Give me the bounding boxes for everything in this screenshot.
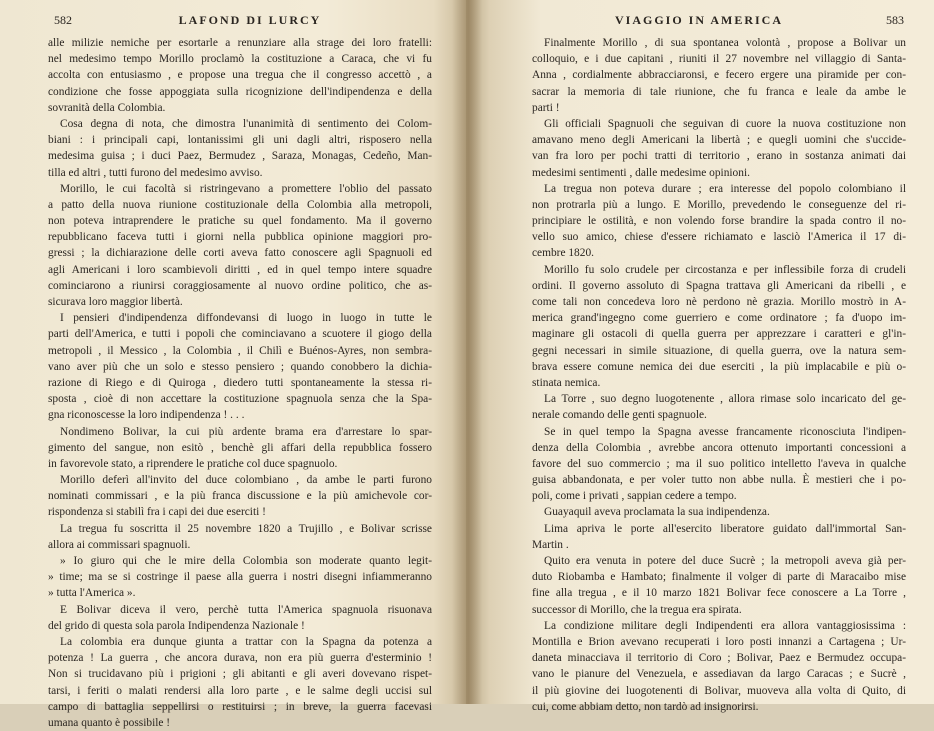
text-line: in favorevole stato, a riprendere le pratiche col duce spagnuolo. (48, 457, 338, 470)
text-line: Montilla e Brion avevano recuperati i loro posti innanzi a Cartagena ; Ur- (532, 635, 906, 648)
text-line: repubblicano faceva tutti i giorni nella pubblica opinione maggiori pro- (48, 231, 432, 244)
text-line: Morillo deferì all'invito del duce colombiano , da ambe le parti furono (60, 474, 432, 487)
text-line: condizione che fosse appoggiata sulla ricognizione dell'indipendenza e della (48, 85, 432, 98)
text-line: La tregua non poteva durare ; era interesse del popolo colombiano il (544, 182, 906, 195)
text-line: La condizione militare degli Indipendenti era allora vantaggiosissima : (544, 619, 906, 632)
text-line: amavano meno degli Americani la libertà ; e quegli uomini che s'uccide- (532, 134, 906, 147)
left-page-number: 582 (54, 13, 72, 27)
text-line: colloquio, e i due capitani , riuniti il 27 novembre nel villaggio di Santa- (532, 53, 906, 66)
right-page (466, 0, 934, 713)
right-page-number: 583 (886, 13, 904, 27)
text-line: cui, come abbiam detto, non tardò ad insignorirsi. (532, 700, 759, 713)
text-line: principiare le ostilità, e non volendo forse brandire la spada contro il no- (532, 215, 906, 228)
text-line: Finalmente Morillo , di sua spontanea volontà , propose a Bolivar un (544, 37, 906, 49)
text-line: La Torre , suo degno luogotenente , allora rimase solo incaricato del ge- (544, 393, 906, 406)
text-line: rispondenza si stabilì fra i capi dei due eserciti ! (48, 506, 266, 519)
text-line: allora ai commissari spagnuoli. (48, 538, 191, 551)
text-line: cembre 1820. (532, 247, 594, 260)
text-line: vano aver più che un solo e stesso pensiero ; quando conobbero la dichia- (48, 360, 432, 373)
text-line: tilla ed altri , tutti furono del medesimo avviso. (48, 166, 263, 179)
text-line: favore del suo commercio ; ma il suo politico intelletto l'aveva in qualche (532, 457, 906, 470)
text-line: umana quanto è possibile ! (48, 716, 171, 729)
text-line: alle milizie nemiche per esortarle a renunziare alla strage dei loro fratelli: (48, 37, 432, 49)
text-line: come tali non concedeva loro nè perdono nè grazia. Morillo mostrò in A- (532, 296, 906, 308)
text-line: non poteva intraprendere le pratiche su quel fondamento. Ma il governo (48, 215, 432, 228)
text-line: agli Americani i loro scambievoli diritti , ed in quel tempo intere squadre (48, 263, 432, 276)
left-page-header (48, 13, 432, 35)
text-line: il più giovine dei luogotenenti di Bolivar, muoveva alla volta di Quito, di (532, 684, 906, 697)
left-page (0, 0, 466, 729)
text-line: » tutta l'America ». (48, 587, 136, 600)
text-line: vello suo amico, chiese d'essere richiamato e lasciò l'America il 17 di- (532, 231, 906, 244)
book-gutter (452, 0, 482, 704)
text-line: guisa abbandonata, e per voler tutto non abbe nulla. È mestieri che i po- (532, 474, 906, 487)
text-line: poli, come i privati , sappian cedere a tempo. (532, 490, 737, 503)
text-line: cominciarono a riunirsi coraggiosamente al nuovo ordine politico, che as- (48, 279, 432, 292)
text-line: Non si trucidavano più i prigioni ; gli abitanti e gli averi dovevano rispet- (48, 668, 432, 681)
text-line: accolta con entusiasmo , e propose una tregua che il congresso accettò , a (48, 69, 432, 82)
text-line: merica grand'ingegno come guerriero e come ordinatore ; fa d'uopo im- (532, 312, 906, 325)
text-line: Cosa degna di nota, che dimostra l'unanimità di sentimento dei Colom- (60, 117, 432, 130)
text-line: non protrarla più a lungo. E Morillo, prevedendo le conseguenze del ri- (532, 198, 906, 211)
text-line: campo di battaglia seppellirsi o restituirsi ; in breve, la guerra facevasi (48, 700, 432, 713)
left-page-body (48, 35, 432, 731)
text-line: brava essere comune nemica dei due eserciti , la più implacabile e più o- (532, 360, 906, 373)
text-line: Nondimeno Bolivar, la cui più ardente brama era d'arrestare lo spar- (60, 425, 432, 438)
text-line: gimento del sangue, non esitò , benchè gli affari della repubblica fossero (48, 441, 432, 454)
text-line: Lima apriva le porte all'esercito liberatore guidato dall'immortal San- (544, 522, 906, 535)
text-line: I pensieri d'indipendenza diffondevansi di luogo in luogo in tutte le (60, 312, 432, 325)
text-line: metropoli , il Messico , la Colombia , il Chilì e Buénos-Ayres, non sembra- (48, 344, 432, 357)
text-line: biani : i principali capi, lontanissimi gli uni dagli altri, risposero nella (48, 134, 432, 147)
text-line: Quito era venuta in potere del duce Sucrè ; la metropoli aveva già per- (544, 555, 906, 567)
text-line: gna riconoscesse la loro indipendenza ! . . . (48, 409, 245, 422)
text-line: Se in quel tempo la Spagna avesse francamente riconosciuta l'indipen- (544, 425, 906, 438)
text-line: Morillo, le cui facoltà si ristringevano a promettere l'oblio del passato (60, 182, 432, 195)
text-line: stinata nemica. (532, 376, 601, 389)
text-line: nel medesimo tempo Morillo proclamò la costituzione a Caraca, che vi fu (48, 53, 432, 66)
text-line: Gli officiali Spagnuoli che seguivan di cuore la nuova costituzione non (544, 117, 906, 130)
text-line: vano le pianure del Venezuela, e assediavan da largo Caracas ; e Sucrè , (532, 668, 906, 681)
text-line: razione di Riego e di Quiroga , diedero tutti spontaneamente la stessa ri- (48, 376, 432, 389)
text-line: sicurava loro maggior libertà. (48, 296, 183, 308)
text-line: La tregua fu soscritta il 25 novembre 1820 a Trujillo , e Bolivar scrisse (60, 522, 432, 535)
text-line: medesima guisa ; i duci Paez, Bermudez , Saraza, Monagas, Cedeño, Man- (48, 150, 432, 163)
text-line: a patto della nuova riunione costituzionale della Colombia alla metropoli, (48, 198, 432, 211)
text-line: tarsi, i feriti o malati rendersi alla loro parte , e le salme degli uccisi sul (48, 684, 432, 697)
text-line: duto Riobamba e Hambato; finalmente il volger di parte di Maracaibo mise (532, 571, 906, 584)
text-line: » time; ma se si costringe il paese alla guerra i nostri disegni infiammeranno (48, 571, 432, 584)
right-page-body (532, 35, 906, 715)
text-line: denza della Colombia , avrebbe ancora ottenuto importanti concessioni a (532, 441, 906, 454)
text-line: La colombia era dunque giunta a trattar con la Spagna da potenza a (60, 635, 432, 648)
text-line: gegni necessari in simile situazione, di quella guerra, ove la natura sem- (532, 344, 906, 357)
text-line: maginare gli ostacoli di quella guerra per apprezzare i caratteri e gl'in- (532, 328, 906, 341)
text-line: Martin . (532, 538, 569, 551)
text-line: ordini. Il governo assoluto di Spagna trattava gli Americani da ribelli , e (532, 279, 906, 292)
text-line: successor di Morillo, che la tregua era spirata. (532, 603, 742, 616)
text-line: sacrar la memoria di tale riunione, che fu franca e leale da ambe le (532, 85, 906, 98)
text-line: Guayaquil aveva proclamata la sua indipendenza. (544, 506, 770, 519)
text-line: » Io giuro qui che le mire della Colombia son moderate quanto legit- (60, 555, 432, 567)
text-line: parti ! (532, 101, 560, 114)
text-line: nominati commissari , e la più franca discussione e la più amichevole cor- (48, 490, 432, 503)
text-line: sposta , cioè di non accettare la costituzione spagnuola senza che la Spa- (48, 393, 432, 406)
text-line: E Bolivar diceva il vero, perchè tutta l'America spagnuola risuonava (60, 603, 432, 616)
text-line: Morillo fu solo crudele per circostanza e per inflessibile forza di crudeli (544, 263, 906, 276)
text-line: fine alla tregua , e il 10 marzo 1821 Bolivar fece conoscere a La Torre , (532, 587, 906, 600)
text-line: sovranità della Colombia. (48, 101, 166, 114)
text-line: nerale comando delle genti spagnuole. (532, 409, 707, 422)
left-running-title: LAFOND DI LURCY (178, 13, 322, 27)
text-line: medesimi sentimenti , dalle medesime opinioni. (532, 166, 750, 179)
text-line: potenza ! La guerra , che ancora durava, non era più guerra d'esterminio ! (48, 652, 432, 665)
text-line: daneta minacciava il territorio di Coro ; Bolivar, Paez e Bermudez occupa- (532, 652, 906, 665)
text-line: van fra loro per pochi tratti di territorio , erano in sostanza animati dai (532, 150, 906, 163)
text-line: del grido di questa sola parola Indipendenza Nazionale ! (48, 619, 305, 632)
right-page-header (532, 13, 906, 35)
text-line: Anna , cordialmente abbracciaronsi, e fecero ergere una piramide per con- (532, 69, 906, 82)
text-line: parti dell'America, e tutti i popoli che cominciavano a scuotere il giogo della (48, 328, 432, 341)
right-running-title: VIAGGIO IN AMERICA (614, 13, 783, 27)
text-line: gressi ; la dichiarazione delle corti aveva fatto conoscere agli Spagnuoli ed (48, 247, 432, 260)
